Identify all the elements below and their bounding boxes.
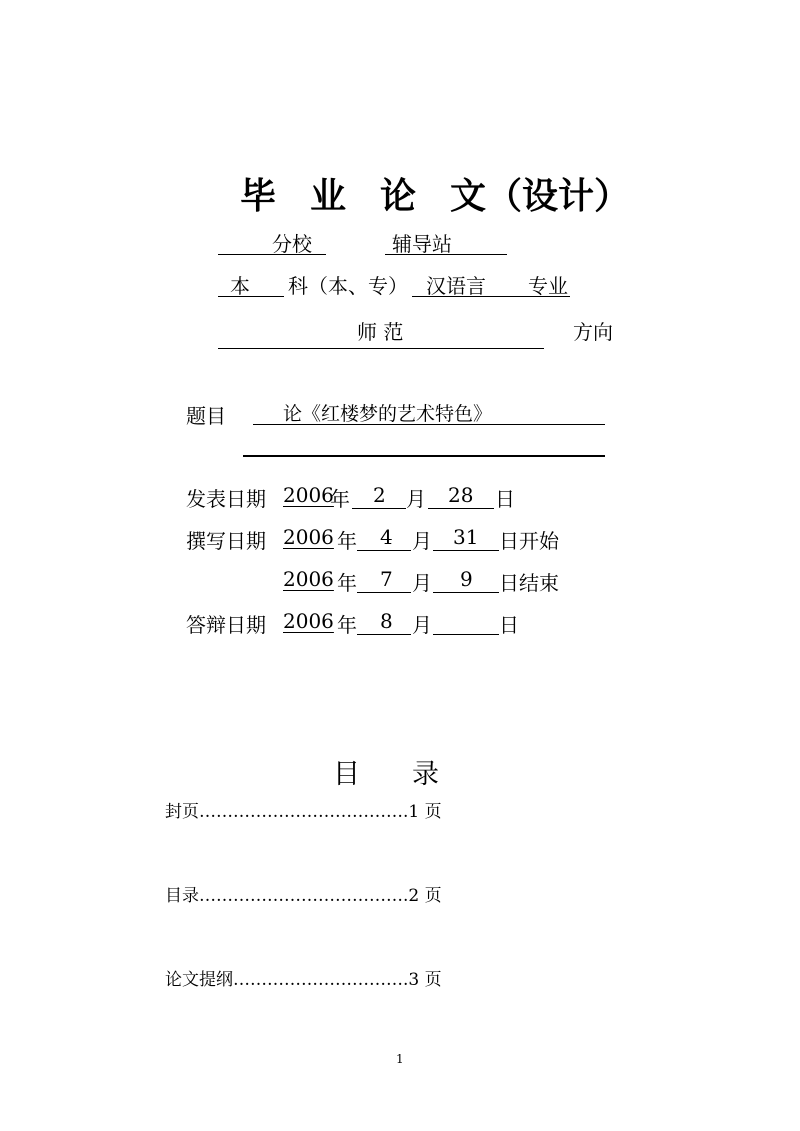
station-label: 辅导站 <box>392 232 452 256</box>
write-end-day-underline <box>433 592 499 593</box>
toc-entry-label: 目录 <box>165 886 199 906</box>
write-start-month-underline <box>357 550 411 551</box>
title-char-3: 论 <box>380 176 417 217</box>
page-number: 1 <box>396 1052 404 1066</box>
toc-entry-page: 3 页 <box>408 970 442 990</box>
toc-entry-page: 2 页 <box>408 886 442 906</box>
defense-year-unit: 年 <box>337 613 357 637</box>
write-start-day-unit: 日开始 <box>499 529 559 553</box>
title-char-4: 文（设计） <box>450 176 631 217</box>
title-char-1: 毕 <box>240 176 277 217</box>
publish-day: 28 <box>448 483 474 507</box>
toc-heading-char-1: 目 <box>333 759 360 790</box>
direction-value: 师 范 <box>357 320 404 344</box>
publish-month-unit: 月 <box>406 487 426 511</box>
write-end-month-unit: 月 <box>412 571 432 595</box>
level-underline <box>218 296 284 297</box>
thesis-title <box>240 168 630 219</box>
write-start-year: 2006 <box>283 525 334 549</box>
toc-entry-page: 1 页 <box>408 802 442 822</box>
publish-month: 2 <box>373 483 386 507</box>
defense-day-unit: 日 <box>499 613 519 637</box>
defense-year: 2006 <box>283 609 334 633</box>
branch-label: 分校 <box>272 232 312 256</box>
major-label: 专业 <box>528 274 568 298</box>
toc-heading <box>333 752 439 791</box>
write-start-day-underline <box>433 550 499 551</box>
level-value: 本 <box>230 274 250 298</box>
publish-day-underline <box>428 508 494 509</box>
write-end-day: 9 <box>460 567 473 591</box>
publish-date-label: 发表日期 <box>186 487 266 511</box>
defense-month: 8 <box>380 609 393 633</box>
toc-entry-dots: ………………………………. <box>199 886 409 906</box>
toc-entry-label: 封页 <box>165 802 199 822</box>
write-end-year-unit: 年 <box>337 571 357 595</box>
write-end-year: 2006 <box>283 567 334 591</box>
direction-underline <box>218 348 544 349</box>
publish-day-unit: 日 <box>495 487 515 511</box>
write-date-label: 撰写日期 <box>186 529 266 553</box>
write-end-day-unit: 日结束 <box>499 571 559 595</box>
toc-entry[interactable] <box>165 881 442 906</box>
write-start-month: 4 <box>380 525 393 549</box>
toc-entry[interactable] <box>165 797 442 822</box>
toc-entry-dots: …………………………. <box>233 970 409 990</box>
write-end-month: 7 <box>380 567 393 591</box>
defense-day-underline <box>433 634 499 635</box>
direction-label: 方向 <box>573 320 613 344</box>
write-start-day: 31 <box>453 525 479 549</box>
defense-date-label: 答辩日期 <box>186 613 266 637</box>
topic-underline-2 <box>243 455 605 457</box>
publish-year-unit: 年 <box>330 487 350 511</box>
toc-entry-label: 论文提纲 <box>165 970 233 990</box>
level-label: 科（本、专） <box>288 274 408 298</box>
write-start-year-unit: 年 <box>337 529 357 553</box>
toc-entry[interactable] <box>165 965 442 990</box>
publish-year: 2006 <box>283 483 334 507</box>
topic-value: 论《红楼梦的艺术特色》 <box>283 403 493 425</box>
toc-heading-char-2: 录 <box>412 759 439 790</box>
major-value: 汉语言 <box>426 274 486 298</box>
defense-month-underline <box>357 634 411 635</box>
defense-month-unit: 月 <box>412 613 432 637</box>
write-start-month-unit: 月 <box>412 529 432 553</box>
title-char-2: 业 <box>310 176 347 217</box>
toc-entry-dots: ………………………………. <box>199 802 409 822</box>
topic-label: 题目 <box>186 404 226 428</box>
publish-month-underline <box>352 508 406 509</box>
write-end-month-underline <box>357 592 411 593</box>
